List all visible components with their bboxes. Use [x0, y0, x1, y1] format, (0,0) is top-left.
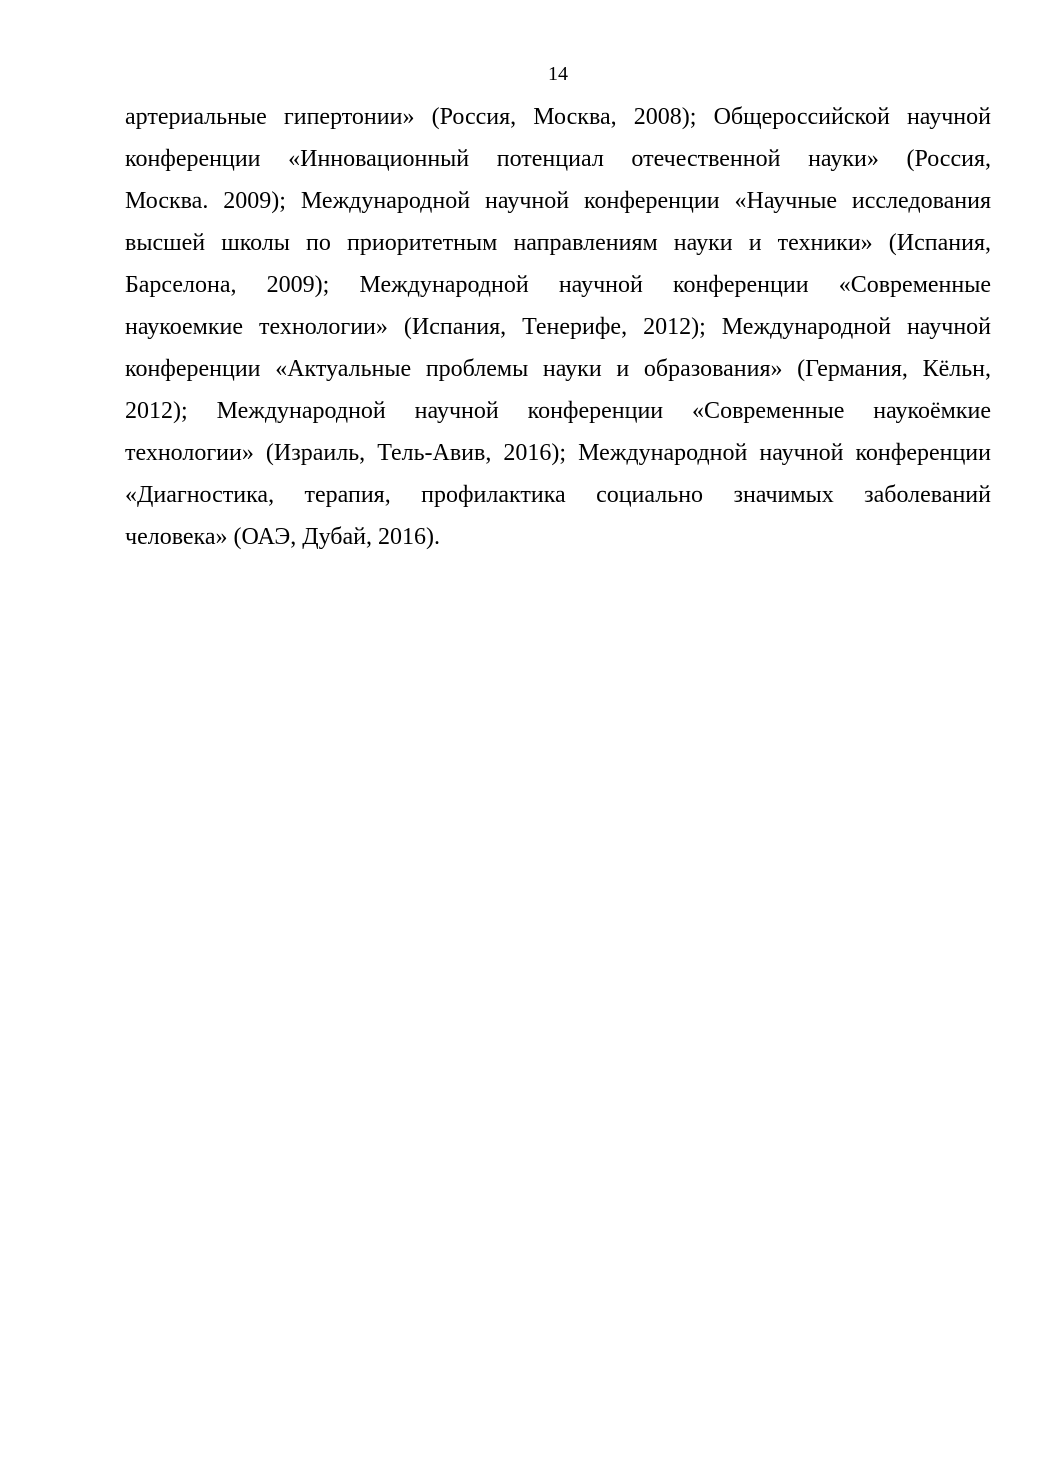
paragraph-line-5: Барселона, 2009); Международной научной конференции «Современные [125, 272, 991, 298]
paragraph-line-9: технологии» (Израиль, Тель-Авив, 2016); Международной научной конференции [125, 440, 991, 466]
paragraph-line-7: конференции «Актуальные проблемы науки и образования» (Германия, Кёльн, [125, 356, 991, 382]
paragraph-line-8: 2012); Международной научной конференции «Современные наукоёмкие [125, 398, 991, 424]
paragraph-line-4: высшей школы по приоритетным направлениям науки и техники» (Испания, [125, 230, 991, 256]
paragraph-line-2: конференции «Инновационный потенциал отечественной науки» (Россия, [125, 146, 991, 172]
paragraph-line-11: человека» (ОАЭ, Дубай, 2016). [125, 524, 440, 550]
paragraph-line-10: «Диагностика, терапия, профилактика социально значимых заболеваний [125, 482, 991, 508]
paragraph-line-3: Москва. 2009); Международной научной конференции «Научные исследования [125, 188, 991, 214]
paragraph-line-1: артериальные гипертонии» (Россия, Москва, 2008); Общероссийской научной [125, 104, 991, 130]
body-paragraph [125, 96, 991, 558]
paragraph-line-6: наукоемкие технологии» (Испания, Тенерифе, 2012); Международной научной [125, 314, 991, 340]
page-number: 14 [548, 63, 568, 85]
